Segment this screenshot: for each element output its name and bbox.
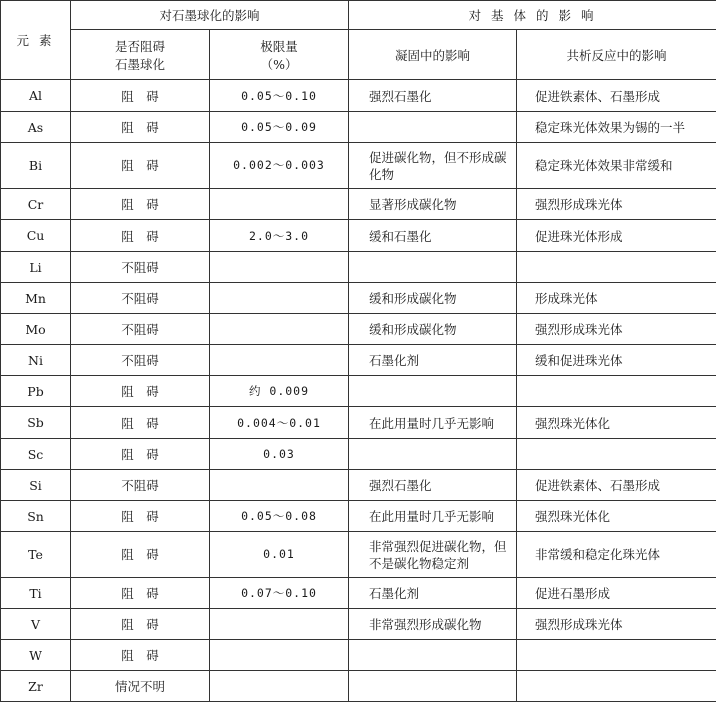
limit-cell: 0.05～0.09 — [210, 112, 349, 143]
eutectoid-cell: 促进铁素体、石墨形成 — [517, 470, 716, 501]
limit-cell: 0.05～0.08 — [210, 501, 349, 532]
hinder-cell: 情况不明 — [71, 671, 210, 702]
eutectoid-cell: 强烈形成珠光体 — [517, 189, 716, 220]
limit-cell: 0.01 — [210, 532, 349, 578]
hinder-cell: 阻 碍 — [71, 501, 210, 532]
hinder-header-line1: 是否阻碍 — [114, 38, 165, 54]
hinder-cell: 阻 碍 — [71, 439, 210, 470]
hinder-cell: 阻 碍 — [71, 407, 210, 439]
eutectoid-cell — [517, 671, 716, 702]
eutectoid-cell: 强烈形成珠光体 — [517, 609, 716, 640]
hinder-cell: 阻 碍 — [71, 609, 210, 640]
hinder-cell: 不阻碍 — [71, 470, 210, 501]
hinder-cell: 阻 碍 — [71, 112, 210, 143]
solidification-cell: 在此用量时几乎无影响 — [349, 407, 517, 439]
solidification-cell: 强烈石墨化 — [349, 470, 517, 501]
eutectoid-cell: 促进铁素体、石墨形成 — [517, 80, 716, 112]
limit-cell: 0.07～0.10 — [210, 578, 349, 609]
eutectoid-cell — [517, 640, 716, 671]
element-cell: V — [1, 609, 71, 640]
solidification-cell: 缓和形成碳化物 — [349, 283, 517, 314]
limit-cell — [210, 189, 349, 220]
eutectoid-cell: 促进珠光体形成 — [517, 220, 716, 252]
table-row — [1, 283, 716, 314]
table-row — [1, 345, 716, 376]
limit-cell: 0.004～0.01 — [210, 407, 349, 439]
hinder-cell: 阻 碍 — [71, 640, 210, 671]
element-cell: Mn — [1, 283, 71, 314]
hinder-cell: 阻 碍 — [71, 189, 210, 220]
hinder-cell: 不阻碍 — [71, 283, 210, 314]
solidification-cell: 显著形成碳化物 — [349, 189, 517, 220]
limit-cell — [210, 283, 349, 314]
hinder-cell: 不阻碍 — [71, 345, 210, 376]
eutectoid-cell — [517, 376, 716, 407]
table-row — [1, 376, 716, 407]
limit-cell: 0.05～0.10 — [210, 80, 349, 112]
table-row — [1, 407, 716, 439]
table-row — [1, 112, 716, 143]
eutectoid-cell: 形成珠光体 — [517, 283, 716, 314]
hinder-cell: 不阻碍 — [71, 252, 210, 283]
limit-cell — [210, 609, 349, 640]
solidification-cell — [349, 671, 517, 702]
limit-header-line1: 极限量 — [260, 38, 298, 54]
solidification-cell: 缓和石墨化 — [349, 220, 517, 252]
limit-cell — [210, 640, 349, 671]
eutectoid-cell: 强烈形成珠光体 — [517, 314, 716, 345]
element-cell: Ni — [1, 345, 71, 376]
limit-cell — [210, 314, 349, 345]
limit-cell: 0.002～0.003 — [210, 143, 349, 189]
element-cell: Ti — [1, 578, 71, 609]
table-row — [1, 671, 716, 702]
hinder-cell: 阻 碍 — [71, 220, 210, 252]
element-cell: Cr — [1, 189, 71, 220]
element-cell: Sn — [1, 501, 71, 532]
solidification-cell — [349, 252, 517, 283]
table-row — [1, 532, 716, 578]
table-row — [1, 470, 716, 501]
element-cell: W — [1, 640, 71, 671]
limit-cell — [210, 470, 349, 501]
table-row — [1, 314, 716, 345]
matrix-effect-group-header: 对 基 体 的 影 响 — [349, 1, 716, 30]
element-cell: Cu — [1, 220, 71, 252]
hinder-cell: 阻 碍 — [71, 376, 210, 407]
eutectoid-cell — [517, 439, 716, 470]
solidification-cell — [349, 640, 517, 671]
limit-cell — [210, 345, 349, 376]
table-row — [1, 80, 716, 112]
element-cell: Si — [1, 470, 71, 501]
limit-header-line2: （%） — [260, 56, 298, 72]
solidification-cell: 石墨化剂 — [349, 345, 517, 376]
solidification-cell — [349, 376, 517, 407]
hinder-header-line2: 石墨球化 — [114, 56, 165, 72]
element-cell: Al — [1, 80, 71, 112]
element-cell: Te — [1, 532, 71, 578]
table-row — [1, 640, 716, 671]
solidification-cell: 在此用量时几乎无影响 — [349, 501, 517, 532]
eutectoid-cell: 稳定珠光体效果为锡的一半 — [517, 112, 716, 143]
eutectoid-cell — [517, 252, 716, 283]
solidification-cell — [349, 439, 517, 470]
eutectoid-cell: 缓和促进珠光体 — [517, 345, 716, 376]
eutectoid-cell: 促进石墨形成 — [517, 578, 716, 609]
table-row — [1, 609, 716, 640]
eutectoid-cell: 强烈珠光体化 — [517, 407, 716, 439]
solidification-cell: 缓和形成碳化物 — [349, 314, 517, 345]
element-cell: Sc — [1, 439, 71, 470]
element-cell: Li — [1, 252, 71, 283]
solidification-column-header: 凝固中的影响 — [349, 30, 517, 80]
element-column-header: 元 素 — [1, 1, 71, 80]
table-row — [1, 439, 716, 470]
table-row — [1, 252, 716, 283]
solidification-cell: 石墨化剂 — [349, 578, 517, 609]
hinder-cell: 阻 碍 — [71, 143, 210, 189]
eutectoid-cell: 稳定珠光体效果非常缓和 — [517, 143, 716, 189]
hinder-cell: 阻 碍 — [71, 532, 210, 578]
hinder-cell: 阻 碍 — [71, 578, 210, 609]
solidification-cell — [349, 112, 517, 143]
solidification-cell: 非常强烈促进碳化物，但不是碳化物稳定剂 — [349, 532, 517, 578]
solidification-cell: 非常强烈形成碳化物 — [349, 609, 517, 640]
table-row — [1, 189, 716, 220]
hinder-cell: 阻 碍 — [71, 80, 210, 112]
element-cell: Sb — [1, 407, 71, 439]
limit-cell — [210, 252, 349, 283]
limit-cell — [210, 671, 349, 702]
limit-cell: 2.0～3.0 — [210, 220, 349, 252]
solidification-cell: 强烈石墨化 — [349, 80, 517, 112]
eutectoid-cell: 强烈珠光体化 — [517, 501, 716, 532]
table-row — [1, 501, 716, 532]
hinder-column-header — [71, 30, 210, 80]
element-cell: As — [1, 112, 71, 143]
table-row — [1, 578, 716, 609]
element-cell: Pb — [1, 376, 71, 407]
table-row — [1, 220, 716, 252]
element-cell: Mo — [1, 314, 71, 345]
graphite-effect-group-header: 对石墨球化的影响 — [71, 1, 349, 30]
limit-column-header — [210, 30, 349, 80]
table-row — [1, 143, 716, 189]
hinder-cell: 不阻碍 — [71, 314, 210, 345]
element-cell: Zr — [1, 671, 71, 702]
eutectoid-column-header: 共析反应中的影响 — [517, 30, 716, 80]
limit-cell: 约 0.009 — [210, 376, 349, 407]
element-cell: Bi — [1, 143, 71, 189]
eutectoid-cell: 非常缓和稳定化珠光体 — [517, 532, 716, 578]
limit-cell: 0.03 — [210, 439, 349, 470]
solidification-cell: 促进碳化物，但不形成碳化物 — [349, 143, 517, 189]
